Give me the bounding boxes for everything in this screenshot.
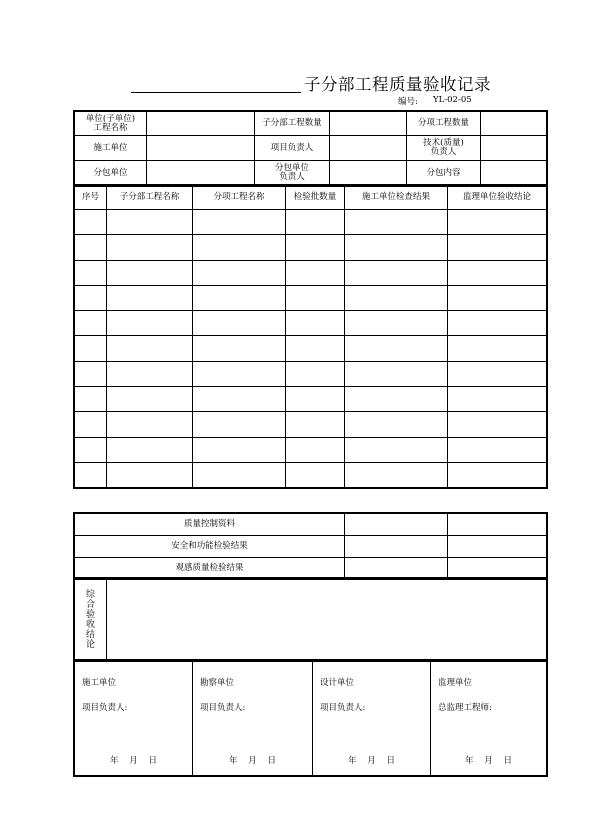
table-cell[interactable] bbox=[345, 235, 448, 260]
sub-leader-label: 分包单位 负责人 bbox=[255, 161, 330, 186]
signature-unit-label: 设计单位 bbox=[320, 678, 355, 688]
table-cell[interactable] bbox=[107, 311, 193, 336]
summary-field[interactable] bbox=[345, 558, 448, 579]
table-cell[interactable] bbox=[193, 412, 286, 437]
signature-design[interactable] bbox=[313, 661, 431, 776]
table-cell[interactable] bbox=[75, 311, 107, 336]
signature-person-label: 项目负责人: bbox=[320, 703, 366, 713]
signature-construction[interactable] bbox=[75, 661, 193, 776]
item-list-table bbox=[74, 185, 547, 488]
table-cell[interactable] bbox=[286, 311, 345, 336]
signature-unit-label: 施工单位 bbox=[82, 678, 117, 688]
table-cell[interactable] bbox=[193, 260, 286, 285]
conclusion-field[interactable] bbox=[107, 579, 547, 661]
table-cell[interactable] bbox=[286, 462, 345, 487]
table-cell[interactable] bbox=[75, 387, 107, 412]
table-cell[interactable] bbox=[193, 311, 286, 336]
code-label: 编号: bbox=[398, 97, 418, 107]
table-cell[interactable] bbox=[448, 387, 547, 412]
summary-table bbox=[74, 513, 547, 579]
unit-name-label: 单位(子单位) 工程名称 bbox=[75, 112, 147, 136]
table-cell[interactable] bbox=[448, 336, 547, 361]
table-cell[interactable] bbox=[75, 462, 107, 487]
table-cell[interactable] bbox=[345, 285, 448, 310]
table-cell[interactable] bbox=[286, 285, 345, 310]
summary-safety-function: 安全和功能检验结果 bbox=[75, 536, 345, 558]
signature-date-label: 年 月 日 bbox=[465, 756, 512, 766]
table-row bbox=[75, 336, 547, 361]
table-row bbox=[75, 462, 547, 487]
table-cell[interactable] bbox=[193, 235, 286, 260]
table-row bbox=[75, 437, 547, 462]
signature-unit-label: 监理单位 bbox=[438, 678, 473, 688]
col-header-subdiv-name: 子分部工程名称 bbox=[107, 186, 193, 210]
table-row bbox=[75, 235, 547, 260]
table-cell[interactable] bbox=[345, 210, 448, 235]
table-cell[interactable] bbox=[107, 412, 193, 437]
conclusion-label: 综合验收结论 bbox=[75, 579, 107, 661]
table-cell[interactable] bbox=[448, 235, 547, 260]
table-row bbox=[75, 361, 547, 386]
signature-person-label: 项目负责人: bbox=[200, 703, 246, 713]
summary-field[interactable] bbox=[345, 536, 448, 558]
table-cell[interactable] bbox=[345, 260, 448, 285]
col-header-item-name: 分项工程名称 bbox=[193, 186, 286, 210]
header-table bbox=[74, 111, 547, 186]
signature-date-label: 年 月 日 bbox=[110, 756, 157, 766]
col-header-seq: 序号 bbox=[75, 186, 107, 210]
table-cell[interactable] bbox=[286, 210, 345, 235]
table-cell[interactable] bbox=[193, 336, 286, 361]
summary-quality-control: 质量控制资料 bbox=[75, 514, 345, 536]
table-cell[interactable] bbox=[107, 235, 193, 260]
table-cell[interactable] bbox=[448, 210, 547, 235]
table-cell[interactable] bbox=[75, 260, 107, 285]
table-cell[interactable] bbox=[448, 285, 547, 310]
table-cell[interactable] bbox=[107, 361, 193, 386]
item-count-label: 分项工程数量 bbox=[407, 112, 481, 136]
table-row bbox=[75, 412, 547, 437]
table-cell[interactable] bbox=[286, 361, 345, 386]
table-cell[interactable] bbox=[286, 260, 345, 285]
signature-survey[interactable] bbox=[193, 661, 313, 776]
sub-leader-field[interactable] bbox=[330, 161, 407, 186]
table-cell[interactable] bbox=[286, 412, 345, 437]
page-title: 子分部工程质量验收记录 bbox=[304, 75, 491, 94]
table-cell[interactable] bbox=[286, 235, 345, 260]
table-cell[interactable] bbox=[448, 462, 547, 487]
construction-unit-field[interactable] bbox=[147, 136, 255, 161]
table-cell[interactable] bbox=[345, 311, 448, 336]
table-cell[interactable] bbox=[448, 260, 547, 285]
table-cell[interactable] bbox=[345, 336, 448, 361]
table-cell[interactable] bbox=[193, 437, 286, 462]
table-cell[interactable] bbox=[345, 437, 448, 462]
table-cell[interactable] bbox=[107, 462, 193, 487]
title-underline bbox=[131, 92, 301, 93]
col-header-check-result: 施工单位检查结果 bbox=[345, 186, 448, 210]
signature-person-label: 项目负责人: bbox=[82, 703, 128, 713]
project-leader-label: 项目负责人 bbox=[255, 136, 330, 161]
table-cell[interactable] bbox=[75, 437, 107, 462]
table-cell[interactable] bbox=[193, 285, 286, 310]
table-cell[interactable] bbox=[75, 285, 107, 310]
table-row bbox=[75, 387, 547, 412]
table-cell[interactable] bbox=[345, 462, 448, 487]
table-cell[interactable] bbox=[193, 387, 286, 412]
subcontract-content-field[interactable] bbox=[481, 161, 547, 186]
signature-date-label: 年 月 日 bbox=[229, 756, 276, 766]
table-cell[interactable] bbox=[107, 260, 193, 285]
table-cell[interactable] bbox=[193, 210, 286, 235]
table-cell[interactable] bbox=[448, 437, 547, 462]
signature-date-label: 年 月 日 bbox=[348, 756, 395, 766]
table-row bbox=[75, 260, 547, 285]
summary-appearance-quality: 观感质量检验结果 bbox=[75, 558, 345, 579]
unit-name-field[interactable] bbox=[147, 112, 255, 136]
table-cell[interactable] bbox=[107, 336, 193, 361]
subcontract-unit-field[interactable] bbox=[147, 161, 255, 186]
table-row bbox=[75, 210, 547, 235]
table-cell[interactable] bbox=[75, 336, 107, 361]
tech-leader-label: 技术(质量) 负责人 bbox=[407, 136, 481, 161]
signature-supervision[interactable] bbox=[431, 661, 547, 776]
construction-unit-label: 施工单位 bbox=[75, 136, 147, 161]
table-cell[interactable] bbox=[75, 361, 107, 386]
table-cell[interactable] bbox=[448, 361, 547, 386]
table-cell[interactable] bbox=[286, 387, 345, 412]
summary-field[interactable] bbox=[448, 514, 547, 536]
table-cell[interactable] bbox=[193, 462, 286, 487]
table-row bbox=[75, 311, 547, 336]
subdiv-count-field[interactable] bbox=[330, 112, 407, 136]
table-cell[interactable] bbox=[107, 285, 193, 310]
summary-field[interactable] bbox=[448, 558, 547, 579]
project-leader-field[interactable] bbox=[330, 136, 407, 161]
col-header-supervision-conclusion: 监理单位验收结论 bbox=[448, 186, 547, 210]
col-header-batch-count: 检验批数量 bbox=[286, 186, 345, 210]
subcontract-unit-label: 分包单位 bbox=[75, 161, 147, 186]
table-cell[interactable] bbox=[345, 361, 448, 386]
signature-table bbox=[74, 660, 547, 776]
table-cell[interactable] bbox=[107, 387, 193, 412]
subcontract-content-label: 分包内容 bbox=[407, 161, 481, 186]
signature-person-label: 总监理工程师: bbox=[438, 703, 492, 713]
summary-field[interactable] bbox=[448, 536, 547, 558]
table-cell[interactable] bbox=[75, 235, 107, 260]
signature-unit-label: 勘察单位 bbox=[200, 678, 235, 688]
table-cell[interactable] bbox=[286, 336, 345, 361]
table-row bbox=[75, 285, 547, 310]
table-cell[interactable] bbox=[345, 387, 448, 412]
table-cell[interactable] bbox=[107, 437, 193, 462]
table-cell[interactable] bbox=[193, 361, 286, 386]
item-count-field[interactable] bbox=[481, 112, 547, 136]
conclusion-table bbox=[74, 578, 547, 661]
table-cell[interactable] bbox=[75, 412, 107, 437]
table-cell[interactable] bbox=[286, 437, 345, 462]
subdiv-count-label: 子分部工程数量 bbox=[255, 112, 330, 136]
table-cell[interactable] bbox=[75, 210, 107, 235]
summary-field[interactable] bbox=[345, 514, 448, 536]
tech-leader-field[interactable] bbox=[481, 136, 547, 161]
table-cell[interactable] bbox=[107, 210, 193, 235]
table-cell[interactable] bbox=[448, 311, 547, 336]
table-cell[interactable] bbox=[448, 412, 547, 437]
code-value: YL-02-05 bbox=[433, 95, 472, 105]
table-cell[interactable] bbox=[345, 412, 448, 437]
